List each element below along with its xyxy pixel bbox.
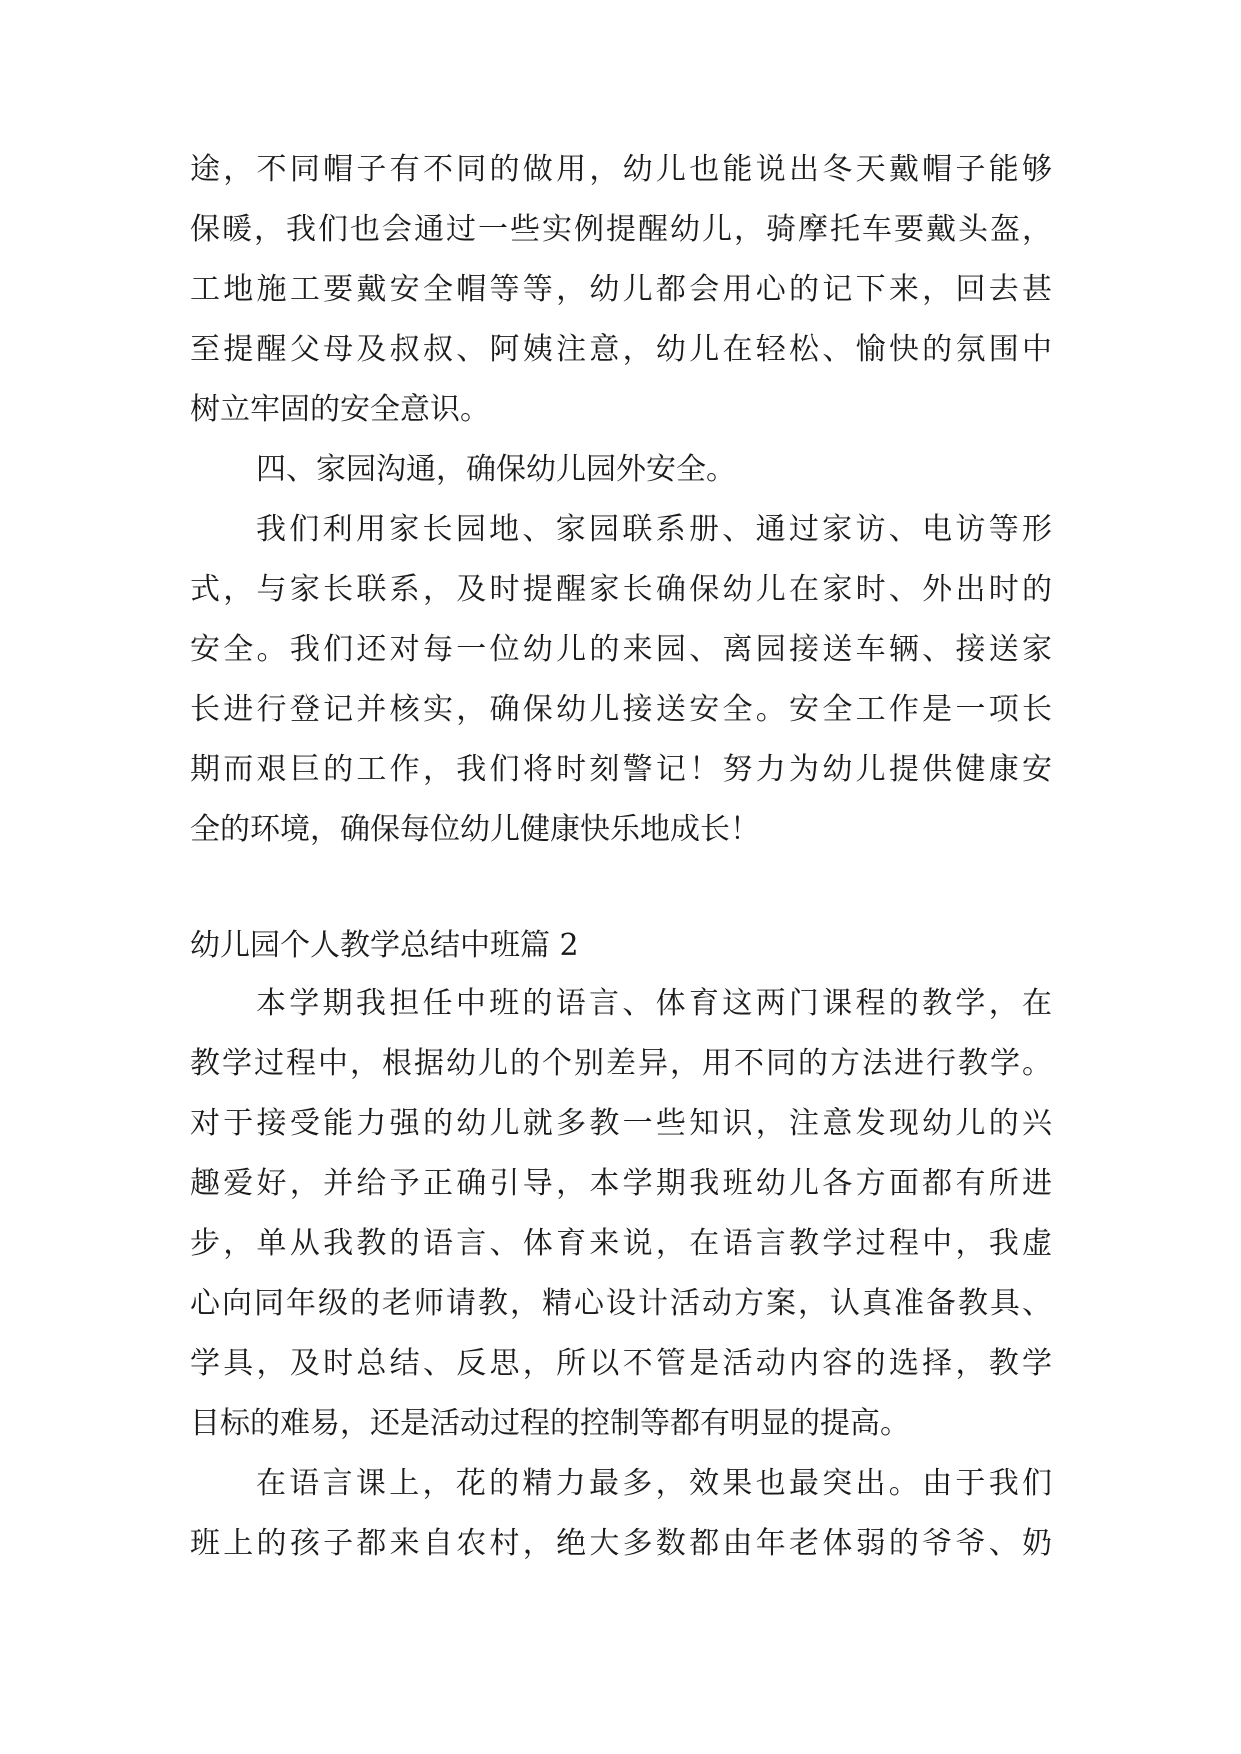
paragraph-line: 期而艰巨的工作，我们将时刻警记！努力为幼儿提供健康安 xyxy=(190,752,1052,787)
article-title: 幼儿园个人教学总结中班篇 2 xyxy=(190,928,579,963)
paragraph-line: 安全。我们还对每一位幼儿的来园、离园接送车辆、接送家 xyxy=(190,632,1052,667)
paragraph-line: 全的环境，确保每位幼儿健康快乐地成长！ xyxy=(190,812,760,847)
paragraph-line: 途，不同帽子有不同的做用，幼儿也能说出冬天戴帽子能够 xyxy=(190,152,1052,187)
paragraph-line: 我们利用家长园地、家园联系册、通过家访、电访等形 xyxy=(256,512,1052,547)
paragraph-line: 长进行登记并核实，确保幼儿接送安全。安全工作是一项长 xyxy=(190,692,1052,727)
section-heading: 四、家园沟通，确保幼儿园外安全。 xyxy=(256,452,736,487)
paragraph-line: 本学期我担任中班的语言、体育这两门课程的教学，在 xyxy=(256,986,1052,1021)
paragraph-line: 式，与家长联系，及时提醒家长确保幼儿在家时、外出时的 xyxy=(190,572,1052,607)
paragraph-line: 在语言课上，花的精力最多，效果也最突出。由于我们 xyxy=(256,1466,1052,1501)
paragraph-line: 教学过程中，根据幼儿的个别差异，用不同的方法进行教学。 xyxy=(190,1046,1052,1081)
paragraph-line: 保暖，我们也会通过一些实例提醒幼儿，骑摩托车要戴头盔， xyxy=(190,212,1052,247)
paragraph-line: 步，单从我教的语言、体育来说，在语言教学过程中，我虚 xyxy=(190,1226,1052,1261)
paragraph-line: 工地施工要戴安全帽等等，幼儿都会用心的记下来，回去甚 xyxy=(190,272,1052,307)
paragraph-line: 班上的孩子都来自农村，绝大多数都由年老体弱的爷爷、奶 xyxy=(190,1526,1052,1561)
paragraph-line: 趣爱好，并给予正确引导，本学期我班幼儿各方面都有所进 xyxy=(190,1166,1052,1201)
paragraph-line: 学具，及时总结、反思，所以不管是活动内容的选择，教学 xyxy=(190,1346,1052,1381)
paragraph-line: 心向同年级的老师请教，精心设计活动方案，认真准备教具、 xyxy=(190,1286,1052,1321)
paragraph-line: 对于接受能力强的幼儿就多教一些知识，注意发现幼儿的兴 xyxy=(190,1106,1052,1141)
paragraph-line: 目标的难易，还是活动过程的控制等都有明显的提高。 xyxy=(190,1406,910,1441)
paragraph-line: 至提醒父母及叔叔、阿姨注意，幼儿在轻松、愉快的氛围中 xyxy=(190,332,1052,367)
paragraph-line: 树立牢固的安全意识。 xyxy=(190,392,490,427)
